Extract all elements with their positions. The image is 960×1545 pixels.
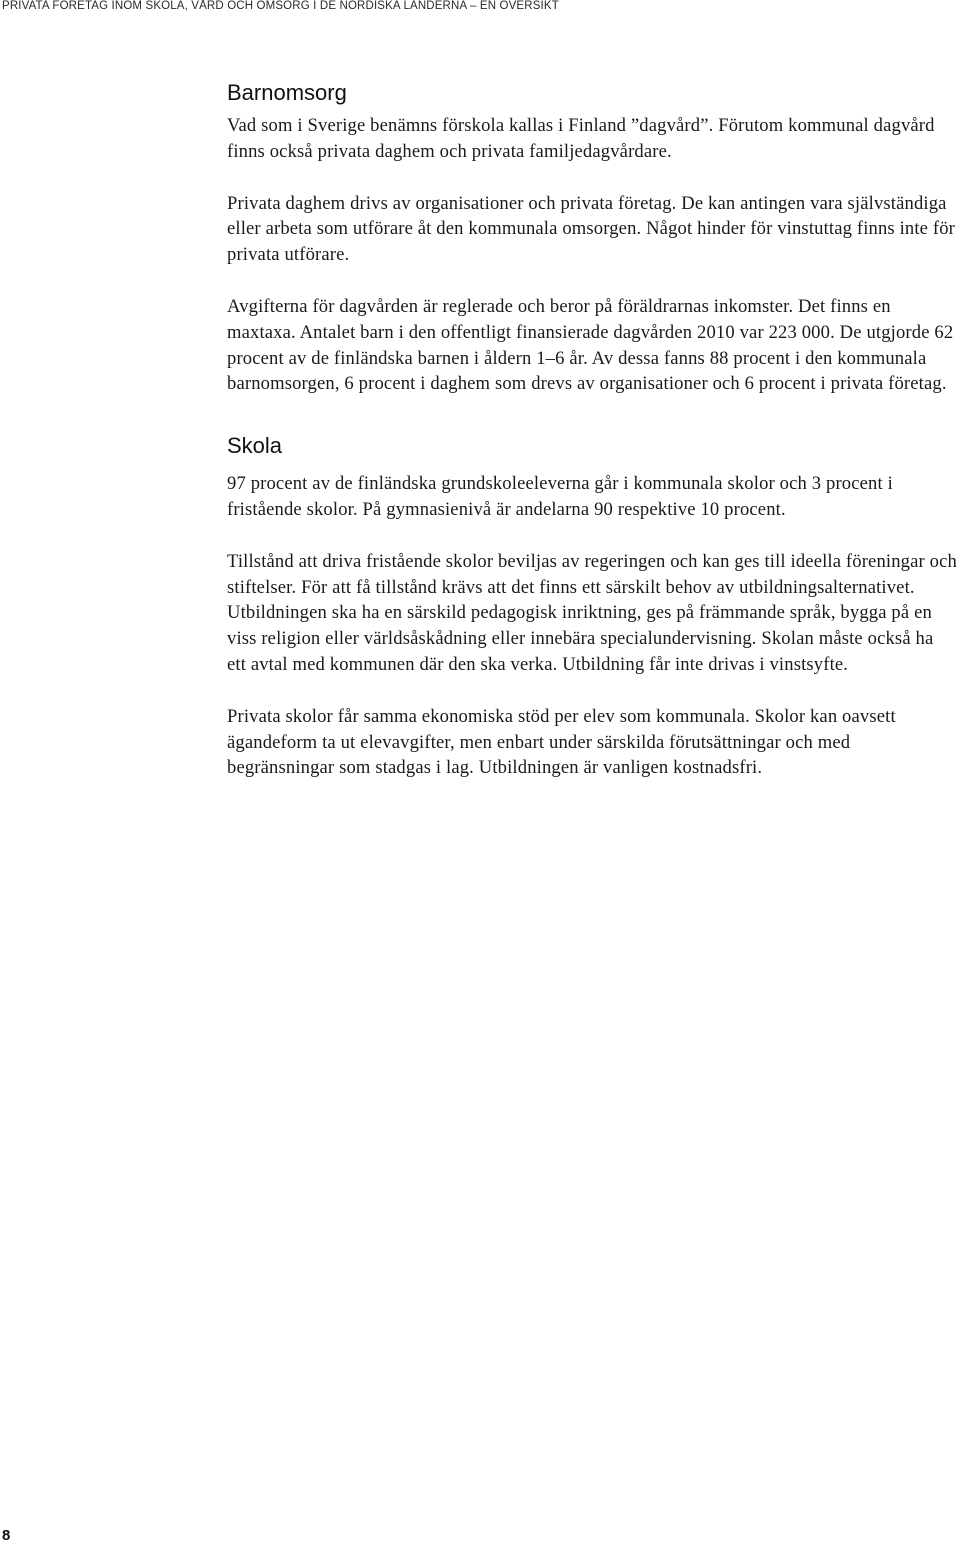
main-content — [227, 80, 957, 781]
paragraph: Tillstånd att driva fristående skolor beviljas av regeringen och kan ges till ideella föreningar och stiftelser. För att få tillstånd krävs att det finns ett särskilt behov av utbildningsalternativet. Utbildningen ska ha en särskild pedagogisk inriktning, ges på främmande språk, bygga på en viss religion eller världsåskådning eller innebära specialundervisning. Skolan måste också ha ett avtal med kommunen där den ska verka. Utbildning får inte drivas i vinstsyfte. — [227, 550, 957, 675]
page-number: 8 — [2, 1527, 11, 1544]
running-header: PRIVATA FÖRETAG INOM SKOLA, VÅRD OCH OMSORG I DE NORDISKA LÄNDERNA – EN ÖVERSIKT — [2, 0, 559, 12]
section-heading: Skola — [227, 433, 283, 459]
paragraph: 97 procent av de finländska grundskoleeleverna går i kommunala skolor och 3 procent i fristående skolor. På gymnasienivå är andelarna 90 respektive 10 procent. — [227, 473, 893, 520]
paragraph: Privata skolor får samma ekonomiska stöd per elev som kommunala. Skolor kan oavsett ägandeform ta ut elevavgifter, men enbart under särskilda förutsättningar och med begränsningar som stadgas i lag. Utbildningen är vanligen kostnadsfri. — [227, 705, 896, 779]
section-barnomsorg — [227, 80, 957, 397]
section-heading: Barnomsorg — [227, 80, 347, 105]
section-skola — [227, 433, 957, 781]
paragraph: Privata daghem drivs av organisationer och privata företag. De kan antingen vara självständiga eller arbeta som utförare åt den kommunala omsorgen. Något hinder för vinstuttag finns inte för privata utförare. — [227, 192, 956, 266]
paragraph: Avgifterna för dagvården är reglerade och beror på föräldrarnas inkomster. Det finns en maxtaxa. Antalet barn i den offentligt finansierade dagvården 2010 var 223 000. De utgjorde 62 procent av de finländska barnen i åldern 1–6 år. Av dessa fanns 88 procent i den kommunala barnomsorgen, 6 procent i daghem som drevs av organisationer och 6 procent i privata företag. — [227, 295, 954, 395]
paragraph: Vad som i Sverige benämns förskola kallas i Finland ”dagvård”. Förutom kommunal dagvård finns också privata daghem och privata familjedagvårdare. — [227, 115, 935, 162]
